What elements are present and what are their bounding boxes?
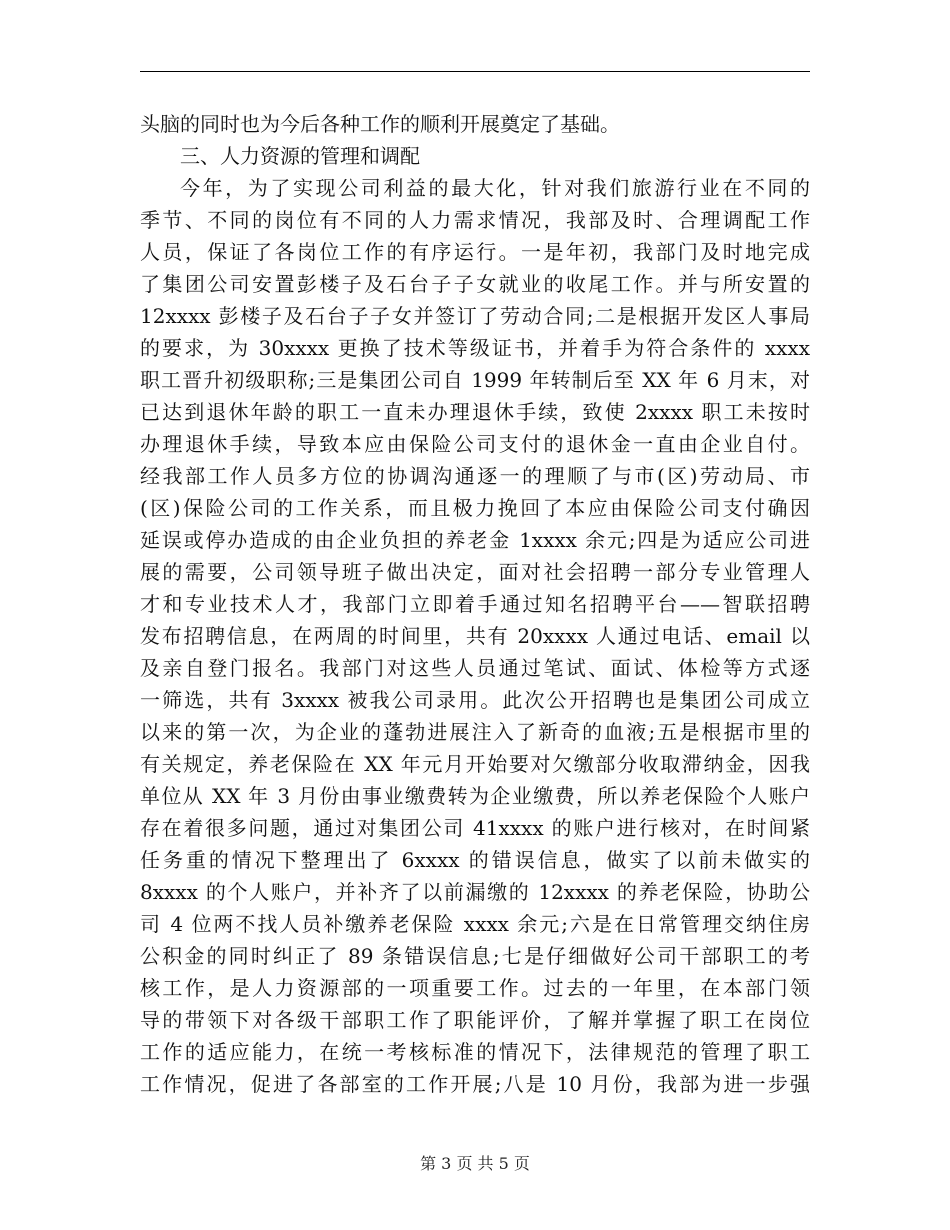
text-line: 才和专业技术人才，我部门立即着手通过知名招聘平台——智联招聘 [140, 592, 810, 616]
section-heading: 三、人力资源的管理和调配 [180, 144, 420, 168]
text-line: 公积金的同时纠正了 89 条错误信息;七是仔细做好公司干部职工的考 [140, 944, 810, 968]
text-line: 核工作，是人力资源部的一项重要工作。过去的一年里，在本部门领 [140, 976, 810, 1000]
text-line: 司 4 位两不找人员补缴养老保险 xxxx 余元;六是在日常管理交纳住房 [140, 912, 810, 936]
text-line: 及亲自登门报名。我部门对这些人员通过笔试、面试、体检等方式逐 [140, 656, 810, 680]
text-line: 工作情况，促进了各部室的工作开展;八是 10 月份，我部为进一步强 [140, 1072, 810, 1096]
page-number: 第 3 页 共 5 页 [420, 1154, 530, 1173]
text-line: 8xxxx 的个人账户，并补齐了以前漏缴的 12xxxx 的养老保险，协助公 [140, 880, 810, 904]
header-rule [140, 71, 810, 72]
text-line: 单位从 XX 年 3 月份由事业缴费转为企业缴费，所以养老保险个人账户 [140, 784, 810, 808]
text-line: 头脑的同时也为今后各种工作的顺利开展奠定了基础。 [140, 112, 620, 136]
text-line: 导的带领下对各级干部职工作了职能评价，了解并掌握了职工在岗位 [140, 1008, 810, 1032]
text-line: 存在着很多问题，通过对集团公司 41xxxx 的账户进行核对，在时间紧 [140, 816, 810, 840]
text-line: 有关规定，养老保险在 XX 年元月开始要对欠缴部分收取滞纳金，因我 [140, 752, 810, 776]
text-line: 工作的适应能力，在统一考核标准的情况下，法律规范的管理了职工 [140, 1040, 810, 1064]
text-line: 一筛选，共有 3xxxx 被我公司录用。此次公开招聘也是集团公司成立 [140, 688, 810, 712]
text-line: 办理退休手续，导致本应由保险公司支付的退休金一直由企业自付。 [140, 432, 810, 456]
text-line: 职工晋升初级职称;三是集团公司自 1999 年转制后至 XX 年 6 月末，对 [140, 368, 810, 392]
text-line: 今年，为了实现公司利益的最大化，针对我们旅游行业在不同的 [180, 176, 810, 200]
text-line: 的要求，为 30xxxx 更换了技术等级证书，并着手为符合条件的 xxxx [140, 336, 810, 360]
text-line: 已达到退休年龄的职工一直未办理退休手续，致使 2xxxx 职工未按时 [140, 400, 810, 424]
document-body [140, 108, 810, 1100]
text-line: 发布招聘信息，在两周的时间里，共有 20xxxx 人通过电话、email 以 [140, 624, 810, 648]
text-line: (区)保险公司的工作关系，而且极力挽回了本应由保险公司支付确因 [140, 496, 810, 520]
text-line: 以来的第一次，为企业的蓬勃进展注入了新奇的血液;五是根据市里的 [140, 720, 810, 744]
text-line: 展的需要，公司领导班子做出决定，面对社会招聘一部分专业管理人 [140, 560, 810, 584]
text-line: 季节、不同的岗位有不同的人力需求情况，我部及时、合理调配工作 [140, 208, 810, 232]
text-line: 12xxxx 彭楼子及石台子子女并签订了劳动合同;二是根据开发区人事局 [140, 304, 810, 328]
text-line: 人员，保证了各岗位工作的有序运行。一是年初，我部门及时地完成 [140, 240, 810, 264]
text-line: 了集团公司安置彭楼子及石台子子女就业的收尾工作。并与所安置的 [140, 272, 810, 296]
text-line: 延误或停办造成的由企业负担的养老金 1xxxx 余元;四是为适应公司进 [140, 528, 810, 552]
text-line: 经我部工作人员多方位的协调沟通逐一的理顺了与市(区)劳动局、市 [140, 464, 810, 488]
text-line: 任务重的情况下整理出了 6xxxx 的错误信息，做实了以前未做实的 [140, 848, 810, 872]
